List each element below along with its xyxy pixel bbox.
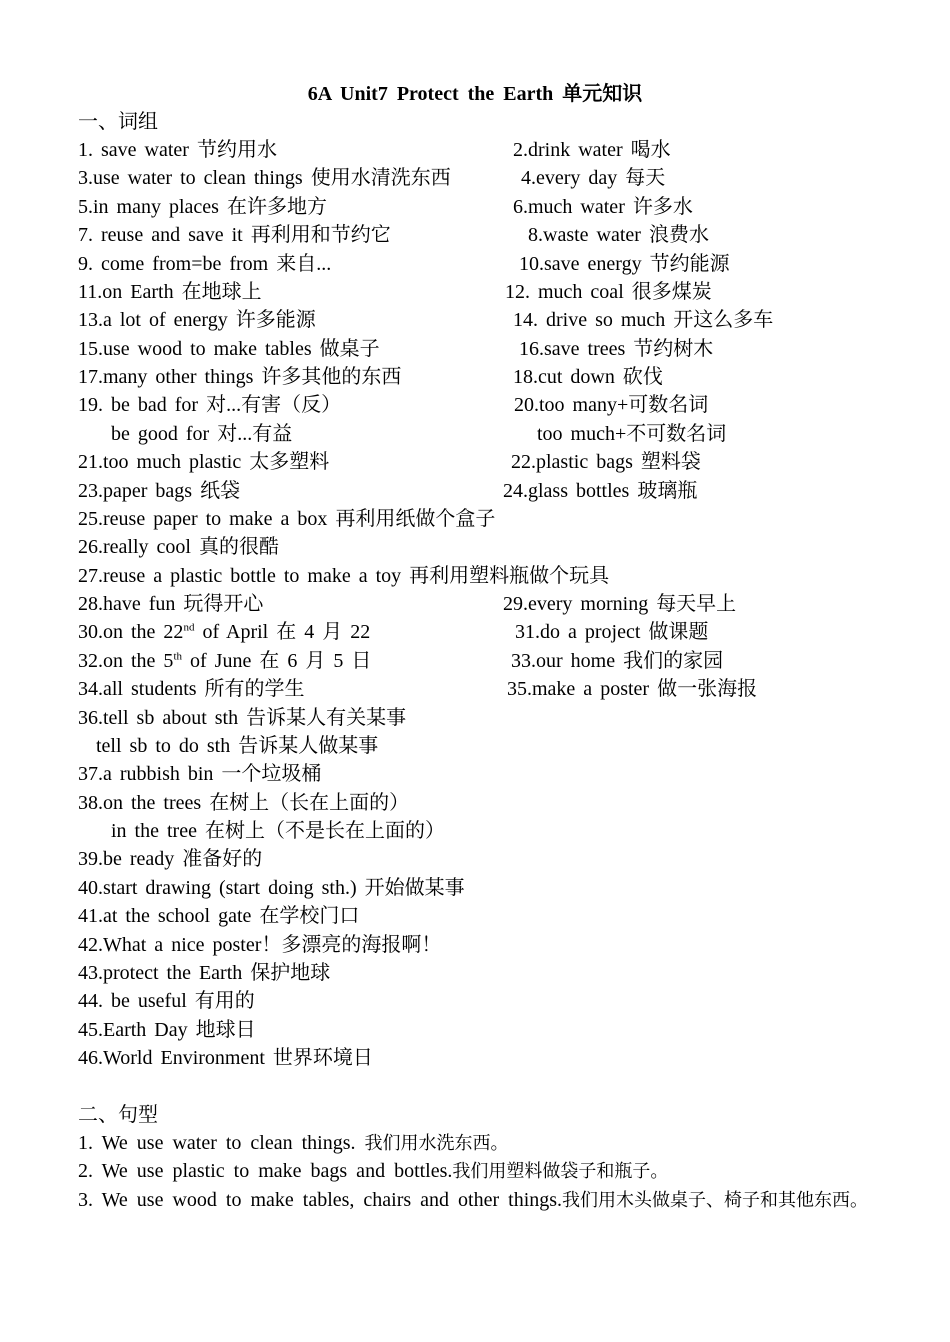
phrase-left: 45.Earth Day 地球日 [78,1019,256,1041]
phrase-left: 42.What a nice poster！多漂亮的海报啊！ [78,934,442,956]
sentence-item: 1. We use water to clean things. 我们用水洗东西。 [78,1132,509,1154]
phrase-left: 39.be ready 准备好的 [78,848,263,870]
ordinal-suffix: th [173,650,182,663]
phrase-row [0,817,950,845]
phrase-left: 1. save water 节约用水 [78,139,277,161]
phrase-row [0,250,950,278]
phrase-left: 34.all students 所有的学生 [78,678,305,700]
phrase-row [0,505,950,533]
phrase-row [0,533,950,561]
phrase-row [0,391,950,419]
phrase-left: 23.paper bags 纸袋 [78,480,241,502]
phrase-left: 17.many other things 许多其他的东西 [78,366,402,388]
phrase-row [0,335,950,363]
phrase-row [0,845,950,873]
phrase-row [0,959,950,987]
phrase-left: 7. reuse and save it 再利用和节约它 [78,224,391,246]
phrase-right: 33.our home 我们的家园 [511,650,724,672]
phrase-right: 6.much water 许多水 [513,196,693,218]
phrase-row [0,136,950,164]
phrase-row [0,987,950,1015]
phrase-left: 5.in many places 在许多地方 [78,196,327,218]
phrase-left: 46.World Environment 世界环境日 [78,1047,373,1069]
phrase-left: 26.really cool 真的很酷 [78,536,279,558]
phrase-right: 14. drive so much 开这么多车 [513,309,774,331]
sentence-item: 2. We use plastic to make bags and bottles.我们用塑料做袋子和瓶子。 [78,1160,669,1182]
phrase-row [0,618,950,646]
phrase-right: 12. much coal 很多煤炭 [505,281,712,303]
phrase-right: 35.make a poster 做一张海报 [507,678,758,700]
phrase-row [0,477,950,505]
phrase-right: 18.cut down 砍伐 [513,366,663,388]
phrase-right: 29.every morning 每天早上 [503,593,737,615]
phrase-row [0,704,950,732]
phrase-row [0,1044,950,1072]
phrase-row [0,590,950,618]
ordinal-suffix: nd [183,621,195,634]
phrase-right: 10.save energy 节约能源 [519,253,730,275]
phrase-left: 15.use wood to make tables 做桌子 [78,338,380,360]
phrase-left: 28.have fun 玩得开心 [78,593,264,615]
phrase-left: 11.on Earth 在地球上 [78,281,262,303]
phrase-right: 2.drink water 喝水 [513,139,671,161]
phrase-left: 30.on the 22nd of April 在 4 月 22 [78,621,371,643]
phrase-row [0,874,950,902]
phrase-left: tell sb to do sth 告诉某人做某事 [96,735,379,757]
phrase-row [0,647,950,675]
phrase-left: 37.a rubbish bin 一个垃圾桶 [78,763,322,785]
phrase-row [0,221,950,249]
phrase-left: 41.at the school gate 在学校门口 [78,905,360,927]
phrase-right: 16.save trees 节约树木 [519,338,714,360]
section-heading-phrases: 一、词组 [78,111,158,133]
phrase-left: be good for 对...有益 [111,423,293,445]
phrase-left: 21.too much plastic 太多塑料 [78,451,330,473]
phrase-row [0,278,950,306]
phrase-row [0,760,950,788]
phrase-row [0,448,950,476]
phrase-left: 43.protect the Earth 保护地球 [78,962,331,984]
phrase-right: 24.glass bottles 玻璃瓶 [503,480,698,502]
phrase-row [0,1016,950,1044]
phrase-row [0,931,950,959]
phrase-left: 38.on the trees 在树上（长在上面的） [78,792,410,814]
phrase-left: 25.reuse paper to make a box 再利用纸做个盒子 [78,508,496,530]
phrase-row [0,306,950,334]
phrase-left: 44. be useful 有用的 [78,990,255,1012]
phrase-left: 9. come from=be from 来自... [78,253,332,275]
phrase-left: 27.reuse a plastic bottle to make a toy 再利用塑料瓶做个玩具 [78,565,610,587]
phrase-right: 8.waste water 浪费水 [528,224,709,246]
phrase-left: 36.tell sb about sth 告诉某人有关某事 [78,707,407,729]
section-heading-sentences: 二、句型 [78,1104,158,1126]
phrase-left: 13.a lot of energy 许多能源 [78,309,316,331]
phrase-row [0,193,950,221]
phrase-row [0,902,950,930]
phrase-row [0,732,950,760]
sentence-item: 3. We use wood to make tables, chairs and other things.我们用木头做桌子、椅子和其他东西。 [78,1189,869,1211]
phrase-row [0,164,950,192]
phrase-left: in the tree 在树上（不是长在上面的） [111,820,445,842]
phrase-row [0,363,950,391]
phrase-row [0,675,950,703]
phrase-row [0,789,950,817]
phrase-right: 4.every day 每天 [521,167,666,189]
phrase-left: 32.on the 5th of June 在 6 月 5 日 [78,650,372,672]
phrase-left: 40.start drawing (start doing sth.) 开始做某事 [78,877,465,899]
phrase-right: 31.do a project 做课题 [515,621,709,643]
phrase-left: 3.use water to clean things 使用水清洗东西 [78,167,451,189]
phrase-right: 20.too many+可数名词 [514,394,709,416]
phrase-right: 22.plastic bags 塑料袋 [511,451,701,473]
phrase-right: too much+不可数名词 [537,423,727,445]
document-title: 6A Unit7 Protect the Earth 单元知识 [307,83,643,105]
phrase-row [0,420,950,448]
phrase-row [0,562,950,590]
phrase-left: 19. be bad for 对...有害（反） [78,394,342,416]
